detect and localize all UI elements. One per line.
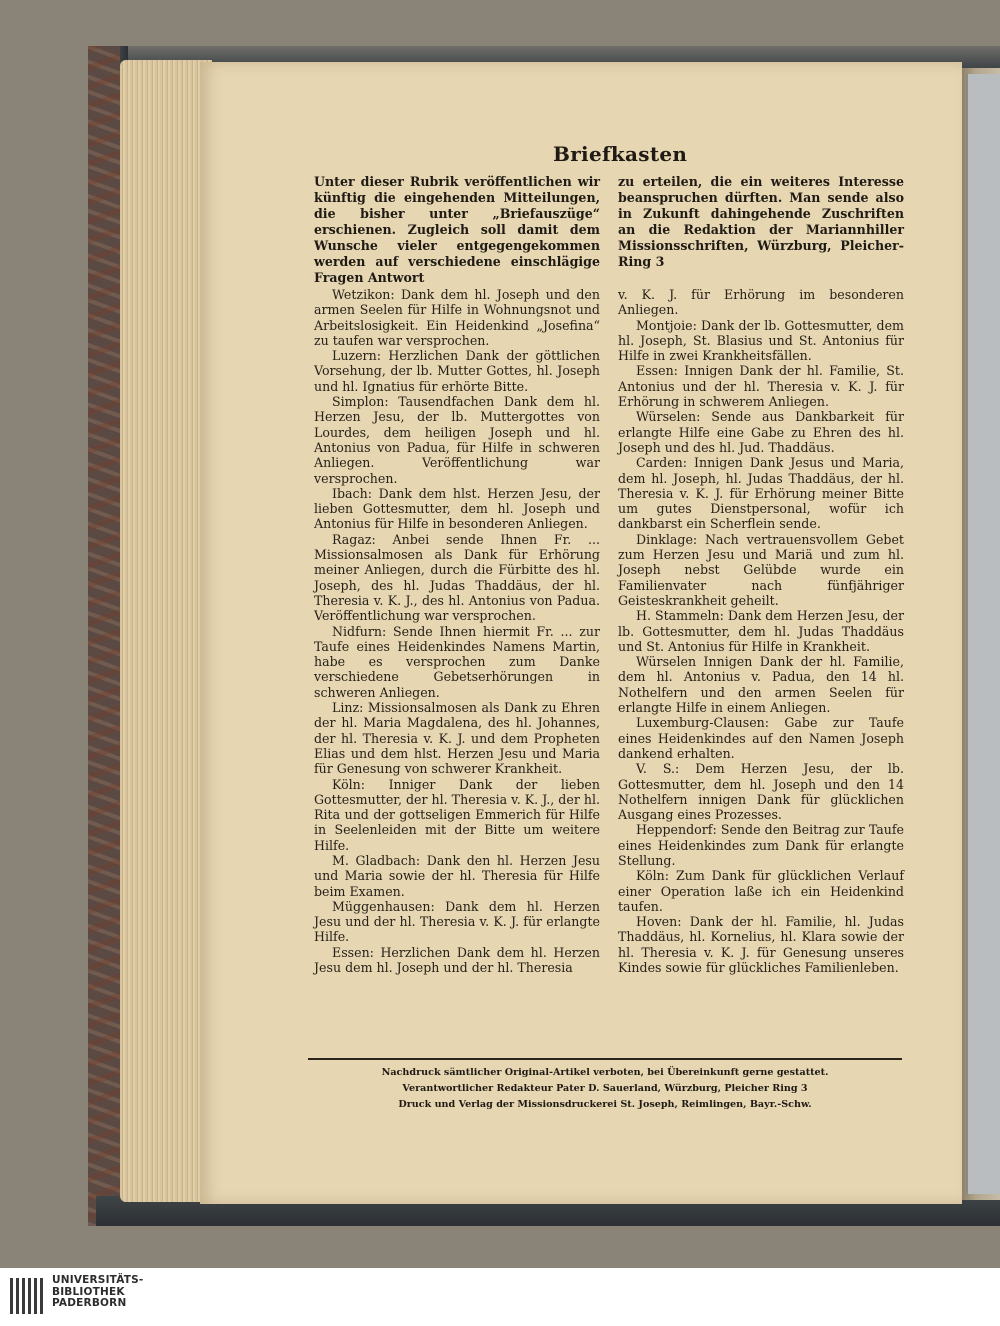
letter-entry: Nidfurn: Sende Ihnen hiermit Fr. ... zur Taufe eines Heidenkindes Namens Martin, habe es versprochen zum Danke verschiedene Gebetserhörungen in schweren Anliegen. bbox=[314, 623, 600, 700]
letter-entry: Essen: Innigen Dank der hl. Familie, St. Antonius und der hl. Theresia v. K. J. für Erhörung in schwerem Anliegen. bbox=[618, 363, 904, 410]
letters-column-right bbox=[618, 287, 904, 975]
letter-entry: Heppendorf: Sende den Beitrag zur Taufe eines Heidenkindes zum Dank für erlangte Stellung. bbox=[618, 822, 904, 868]
library-logo-line: UNIVERSITÄTS- bbox=[52, 1274, 144, 1286]
library-bars-icon bbox=[10, 1276, 46, 1316]
imprint bbox=[308, 1065, 902, 1113]
letter-entry: Carden: Innigen Dank Jesus und Maria, dem hl. Joseph, hl. Judas Thaddäus, der hl. Theresia v. K. J. für Erhörung meiner Bitte um gutes Dienstpersonal, wofür ich dankbarst ein Scherflein sende. bbox=[618, 455, 904, 532]
letter-entry-continued: v. K. J. für Erhörung im besonderen Anliegen. bbox=[618, 287, 904, 318]
library-logo-line: PADERBORN bbox=[52, 1297, 127, 1310]
page-title: Briefkasten bbox=[553, 142, 688, 166]
library-logo-line: BIBLIOTHEK bbox=[52, 1285, 125, 1298]
letter-entry: Wetzikon: Dank dem hl. Joseph und den armen Seelen für Hilfe in Wohnungsnot und Arbeitslosigkeit. Ein Heidenkind „Josefina“ zu taufen war versprochen. bbox=[314, 287, 600, 348]
library-footer bbox=[0, 1268, 1000, 1326]
imprint-line: Druck und Verlag der Missionsdruckerei St. Joseph, Reimlingen, Bayr.-Schw. bbox=[398, 1099, 812, 1110]
letter-entry: Linz: Missionsalmosen als Dank zu Ehren der hl. Maria Magdalena, des hl. Johannes, der hl. Theresia v. K. J. und dem Propheten Elias und dem hlst. Herzen Jesu und Maria für Genesung von schwerer Krankheit. bbox=[314, 700, 600, 777]
intro-text-right: zu erteilen, die ein weiteres Interesse beanspruchen dürften. Man sende also in Zukunft dahingehende Zuschriften an die Redaktion der Mariannhiller Missionsschriften, Würzburg, Pleicher-Ring 3 bbox=[618, 174, 904, 269]
letters-column-left bbox=[314, 287, 600, 975]
letter-entry: Essen: Herzlichen Dank dem hl. Herzen Jesu dem hl. Joseph und der hl. Theresia bbox=[314, 944, 600, 976]
page-edges bbox=[120, 60, 212, 1202]
letter-entry: Montjoie: Dank der lb. Gottesmutter, dem hl. Joseph, St. Blasius und St. Antonius für Hilfe in zwei Krankheitsfällen. bbox=[618, 317, 904, 364]
letter-entry: Luxemburg-Clausen: Gabe zur Taufe eines Heidenkindes auf den Namen Joseph dankend erhalten. bbox=[618, 715, 904, 761]
letter-entry: H. Stammeln: Dank dem Herzen Jesu, der lb. Gottesmutter, dem hl. Judas Thaddäus und St. Antonius für Hilfe in Krankheit. bbox=[618, 608, 904, 654]
letter-entry: Ibach: Dank dem hlst. Herzen Jesu, der lieben Gottesmutter, dem hl. Joseph und Antonius für Hilfe in besonderen Anliegen. bbox=[314, 485, 600, 532]
imprint-line: Verantwortlicher Redakteur Pater D. Sauerland, Würzburg, Pleicher Ring 3 bbox=[402, 1083, 808, 1094]
imprint-line: Nachdruck sämtlicher Original-Artikel verboten, bei Übereinkunft gerne gestattet. bbox=[381, 1067, 829, 1078]
footer-divider bbox=[308, 1058, 902, 1060]
letter-entry: M. Gladbach: Dank den hl. Herzen Jesu und Maria sowie der hl. Theresia für Hilfe beim Examen. bbox=[314, 852, 600, 899]
letter-entry: Simplon: Tausendfachen Dank dem hl. Herzen Jesu, der lb. Muttergottes von Lourdes, dem heiligen Joseph und hl. Antonius von Padua, für Hilfe in schweren Anliegen. Veröffentlichung war versprochen. bbox=[314, 394, 600, 486]
letter-entry: Ragaz: Anbei sende Ihnen Fr. ... Missionsalmosen als Dank für Erhörung meiner Anliegen, durch die Fürbitte des hl. Joseph, des hl. Judas Thaddäus, der hl. Theresia v. K. J., des hl. Antonius von Padua. Veröffentlichung war versprochen. bbox=[314, 531, 600, 624]
backdrop-strip bbox=[966, 74, 1000, 1194]
letter-entry: Hoven: Dank der hl. Familie, hl. Judas Thaddäus, hl. Kornelius, hl. Klara sowie der hl. Theresia v. K. J. für Genesung unseres Kindes sowie für glückliches Familienleben. bbox=[618, 914, 904, 976]
letter-entry: Würselen Innigen Dank der hl. Familie, dem hl. Antonius v. Padua, den 14 hl. Nothelfern und den armen Seelen für erlangte Hilfe in einem Anliegen. bbox=[618, 654, 904, 716]
marbled-board bbox=[88, 46, 120, 1226]
letter-entry: Luzern: Herzlichen Dank der göttlichen Vorsehung, der lb. Mutter Gottes, hl. Joseph und hl. Ignatius für erhörte Bitte. bbox=[314, 348, 600, 394]
letter-entry: Köln: Inniger Dank der lieben Gottesmutter, der hl. Theresia v. K. J., der hl. Rita und der gottseligen Emmerich für Hilfe in Seelenleiden mit der Bitte um weitere Hilfe. bbox=[314, 776, 600, 853]
letter-entry: Müggenhausen: Dank dem hl. Herzen Jesu und der hl. Theresia v. K. J. für erlangte Hilfe. bbox=[314, 898, 600, 945]
library-logo-text bbox=[52, 1275, 143, 1310]
intro-text-left: Unter dieser Rubrik veröffentlichen wir künftig die eingehenden Mitteilungen, die bisher unter „Briefauszüge“ erschienen. Zugleich soll damit dem Wunsche vieler entgegengekommen werden auf verschiedene einschlägige Fragen Antwort bbox=[314, 174, 600, 285]
page-content bbox=[308, 0, 902, 1200]
letter-entry: Dinklage: Nach vertrauensvollem Gebet zum Herzen Jesu und Mariä und zum hl. Joseph nebst Gelübde wurde ein Familienvater nach fünfjähriger Geisteskrankheit geheilt. bbox=[618, 531, 904, 608]
letter-entry: Köln: Zum Dank für glücklichen Verlauf einer Operation laße ich ein Heidenkind taufen. bbox=[618, 868, 904, 914]
letter-entry: Würselen: Sende aus Dankbarkeit für erlangte Hilfe eine Gabe zu Ehren des hl. Joseph und des hl. Jud. Thaddäus. bbox=[618, 409, 904, 455]
letter-entry: V. S.: Dem Herzen Jesu, der lb. Gottesmutter, dem hl. Joseph und den 14 Nothelfern innigen Dank für glücklichen Ausgang eines Prozesses. bbox=[618, 761, 904, 823]
